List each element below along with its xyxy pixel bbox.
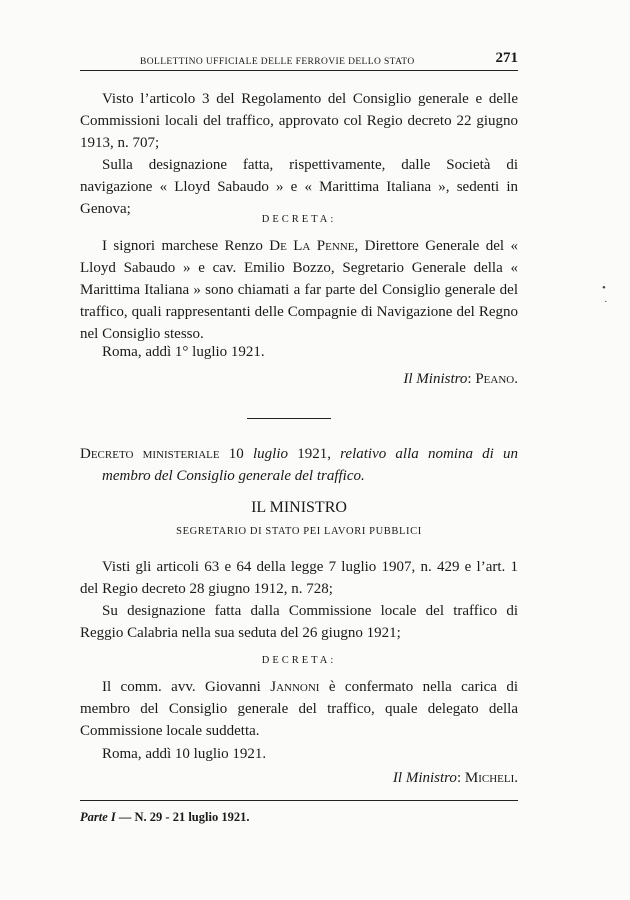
decree2-body-start: Il comm. avv. Giovanni: [102, 679, 271, 695]
decree2-title-rest: relativo alla nomina di un membro del Consiglio generale del traffico.: [102, 446, 519, 484]
decree2-title: [80, 443, 518, 487]
decree1-body: [80, 235, 518, 345]
decree2-title-lead: Decreto ministeriale: [80, 446, 220, 462]
footer-issue: [80, 806, 518, 828]
running-header: [80, 50, 518, 71]
footer-rule: [80, 800, 518, 801]
page-number: 271: [495, 50, 518, 66]
margin-speck: ·: [604, 296, 608, 308]
decree2-signature: Il Ministro: Micheli.: [392, 770, 518, 786]
decree2-heading: IL MINISTRO: [251, 499, 347, 516]
decree1-body-end: , Direttore Generale del « Lloyd Sabaudo » e cav. Emilio Bozzo, Segretario Generale della « Marittima Italiana » sono chiamati a far parte del Consiglio generale del traffico, quali rappresentanti delle Compagnie di Navigazione del Regno nel Consiglio stesso.: [80, 238, 518, 342]
decree2-body: [80, 676, 518, 742]
decree2-title-month: luglio: [252, 446, 288, 462]
footer-issue-number: — N. 29 - 21 luglio 1921.: [115, 810, 250, 824]
decree2-signature-name: Micheli.: [464, 770, 518, 786]
section-divider: [247, 418, 331, 419]
decree2-title-date: 10: [219, 446, 253, 462]
decree2-signature-prefix: Il Ministro: [392, 770, 457, 786]
decree2-decreta: DECRETA:: [261, 655, 337, 666]
decree2-subheading: SEGRETARIO DI STATO PEI LAVORI PUBBLICI: [176, 526, 422, 537]
margin-speck: •: [602, 282, 606, 294]
bulletin-title: BOLLETTINO UFFICIALE DELLE FERROVIE DELLO STATO: [140, 57, 415, 67]
footer-part: Parte I: [80, 810, 116, 824]
decree2-paragraph-1: Visti gli articoli 63 e 64 della legge 7 luglio 1907, n. 429 e l’art. 1 del Regio decreto 28 giugno 1912, n. 728;: [80, 559, 518, 597]
decree2-date: Roma, addì 10 luglio 1921.: [102, 746, 267, 762]
decree2-body-end: è confermato nella carica di membro del Consiglio generale del traffico, quale delegato della Commissione locale suddetta.: [80, 679, 518, 739]
decree1-person-name: De La Penne: [269, 238, 355, 254]
decree2-person-name: Jannoni: [270, 679, 320, 695]
decree1-paragraph-1: Visto l’articolo 3 del Regolamento del Consiglio generale e delle Commissioni locali del traffico, approvato col Regio decreto 22 giugno 1913, n. 707;: [80, 91, 518, 151]
decree1-signature: Il Ministro: Peano.: [403, 371, 518, 387]
decree2-paragraph-2: Su designazione fatta dalla Commissione locale del traffico di Reggio Calabria nella sua seduta del 26 giugno 1921;: [80, 603, 518, 641]
decree1-paragraph-2: Sulla designazione fatta, rispettivamente, dalle Società di navigazione « Lloyd Sabaudo » e « Marittima Italiana », sedenti in Genova;: [80, 157, 518, 217]
decree1-signature-name: Peano.: [475, 371, 518, 387]
decree1-date: Roma, addì 1° luglio 1921.: [102, 344, 265, 360]
decree1-signature-prefix: Il Ministro: [403, 371, 468, 387]
decree1-body-start: I signori marchese Renzo: [102, 238, 270, 254]
decree2-title-year: 1921,: [288, 446, 341, 462]
decree1-decreta: DECRETA:: [261, 214, 337, 225]
